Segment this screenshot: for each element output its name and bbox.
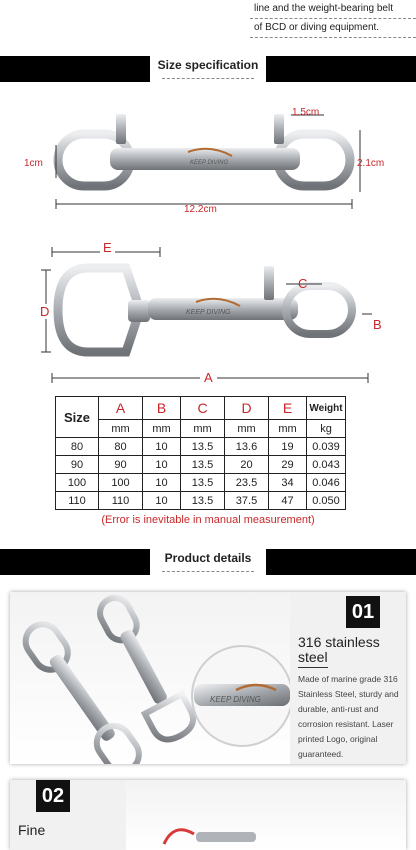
- top-caption: [250, 0, 416, 38]
- table-cell: 20: [225, 456, 269, 474]
- size-spec-title: Size specification: [157, 58, 259, 72]
- feature-1-title-1: 316 stainless: [298, 634, 380, 650]
- dim-length-label: 12.2cm: [184, 204, 217, 215]
- banner-bar-right: [266, 549, 416, 575]
- caption-line-1: line and the weight-bearing belt: [250, 0, 416, 19]
- feature-2-title-1: Fine: [18, 822, 46, 838]
- label-c: C: [298, 276, 308, 291]
- feature-1-body-line: printed Logo, original: [298, 734, 378, 744]
- unit-d: mm: [225, 420, 269, 438]
- banner-bar-left: [0, 549, 150, 575]
- table-cell: 29: [269, 456, 307, 474]
- table-row: [56, 456, 346, 474]
- feature-1-panel: [290, 592, 406, 764]
- table-cell: 0.050: [307, 492, 346, 510]
- dim-left-label: 1cm: [24, 158, 43, 169]
- banner-dash: [162, 571, 254, 572]
- table-cell: 13.5: [181, 438, 225, 456]
- table-cell: 37.5: [225, 492, 269, 510]
- table-unit-row: [56, 420, 346, 438]
- col-b-header: B: [143, 397, 181, 420]
- col-a-header: A: [99, 397, 143, 420]
- feature-2-photo: [126, 780, 406, 850]
- size-spec-banner: [0, 54, 416, 82]
- feature-1-photo: [10, 592, 290, 764]
- feature-2-number: 02: [36, 780, 70, 812]
- table-cell: 0.039: [307, 438, 346, 456]
- feature-1-product-image: [10, 592, 290, 764]
- col-c-header: C: [181, 397, 225, 420]
- banner-bar-left: [0, 56, 150, 82]
- feature-card-2: [10, 780, 406, 850]
- svg-text:KEEP DIVING: KEEP DIVING: [186, 309, 231, 316]
- feature-1-title-2: steel: [298, 649, 328, 668]
- table-cell: 23.5: [225, 474, 269, 492]
- feature-1-body-line: Stainless Steel, sturdy and: [298, 689, 399, 699]
- unit-c: mm: [181, 420, 225, 438]
- product-details-title: Product details: [164, 551, 252, 565]
- table-cell: 10: [143, 456, 181, 474]
- double-snap-image: [0, 100, 416, 220]
- unit-weight: kg: [307, 420, 346, 438]
- weight-header: Weight: [307, 397, 346, 420]
- label-a: A: [200, 370, 217, 385]
- table-cell: 34: [269, 474, 307, 492]
- size-header: Size: [56, 397, 99, 438]
- table-row: [56, 492, 346, 510]
- table-cell: 13.5: [181, 474, 225, 492]
- table-row: [56, 438, 346, 456]
- table-cell: 13.5: [181, 456, 225, 474]
- label-d: D: [40, 304, 50, 319]
- feature-1-logo-text: KEEP DIVING: [210, 695, 261, 704]
- table-cell: 10: [143, 438, 181, 456]
- col-e-header: E: [269, 397, 307, 420]
- table-cell: 10: [143, 474, 181, 492]
- feature-1-body-line: durable, anti-rust and: [298, 704, 379, 714]
- unit-e: mm: [269, 420, 307, 438]
- table-cell: 0.043: [307, 456, 346, 474]
- feature-1-body-line: guaranteed.: [298, 749, 344, 759]
- unit-b: mm: [143, 420, 181, 438]
- feature-1-body-line: corrosion resistant. Laser: [298, 719, 394, 729]
- feature-1-number: 01: [346, 596, 380, 628]
- table-cell: 13.6: [225, 438, 269, 456]
- label-b: B: [373, 317, 382, 332]
- unit-a: mm: [99, 420, 143, 438]
- banner-bar-right: [266, 56, 416, 82]
- product-details-banner: [0, 547, 416, 575]
- feature-1-body: [298, 672, 404, 762]
- feature-2-product-image: [126, 780, 406, 850]
- svg-text:KEEP DIVING: KEEP DIVING: [190, 160, 229, 166]
- table-cell: 110: [99, 492, 143, 510]
- label-e: E: [100, 240, 115, 255]
- caption-line-2: of BCD or diving equipment.: [250, 19, 416, 38]
- table-cell: 47: [269, 492, 307, 510]
- measurement-note: (Error is inevitable in manual measurement): [101, 514, 315, 526]
- table-cell: 0.046: [307, 474, 346, 492]
- dim-top-label: 1.5cm: [292, 107, 320, 118]
- table-cell: 13.5: [181, 492, 225, 510]
- table-cell: 90: [56, 456, 99, 474]
- swivel-snap-image: [0, 238, 416, 388]
- table-cell: 100: [56, 474, 99, 492]
- dim-right-label: 2.1cm: [357, 158, 385, 169]
- feature-1-body-line: Made of marine grade 316: [298, 674, 398, 684]
- table-cell: 110: [56, 492, 99, 510]
- table-cell: 19: [269, 438, 307, 456]
- table-cell: 80: [56, 438, 99, 456]
- table-cell: 80: [99, 438, 143, 456]
- table-cell: 10: [143, 492, 181, 510]
- table-cell: 100: [99, 474, 143, 492]
- table-row: [56, 474, 346, 492]
- table-header-row: [56, 397, 346, 420]
- table-cell: 90: [99, 456, 143, 474]
- feature-2-panel: [10, 780, 126, 850]
- feature-card-1: [10, 592, 406, 764]
- banner-dash: [162, 78, 254, 79]
- col-d-header: D: [225, 397, 269, 420]
- spec-table: [55, 396, 346, 510]
